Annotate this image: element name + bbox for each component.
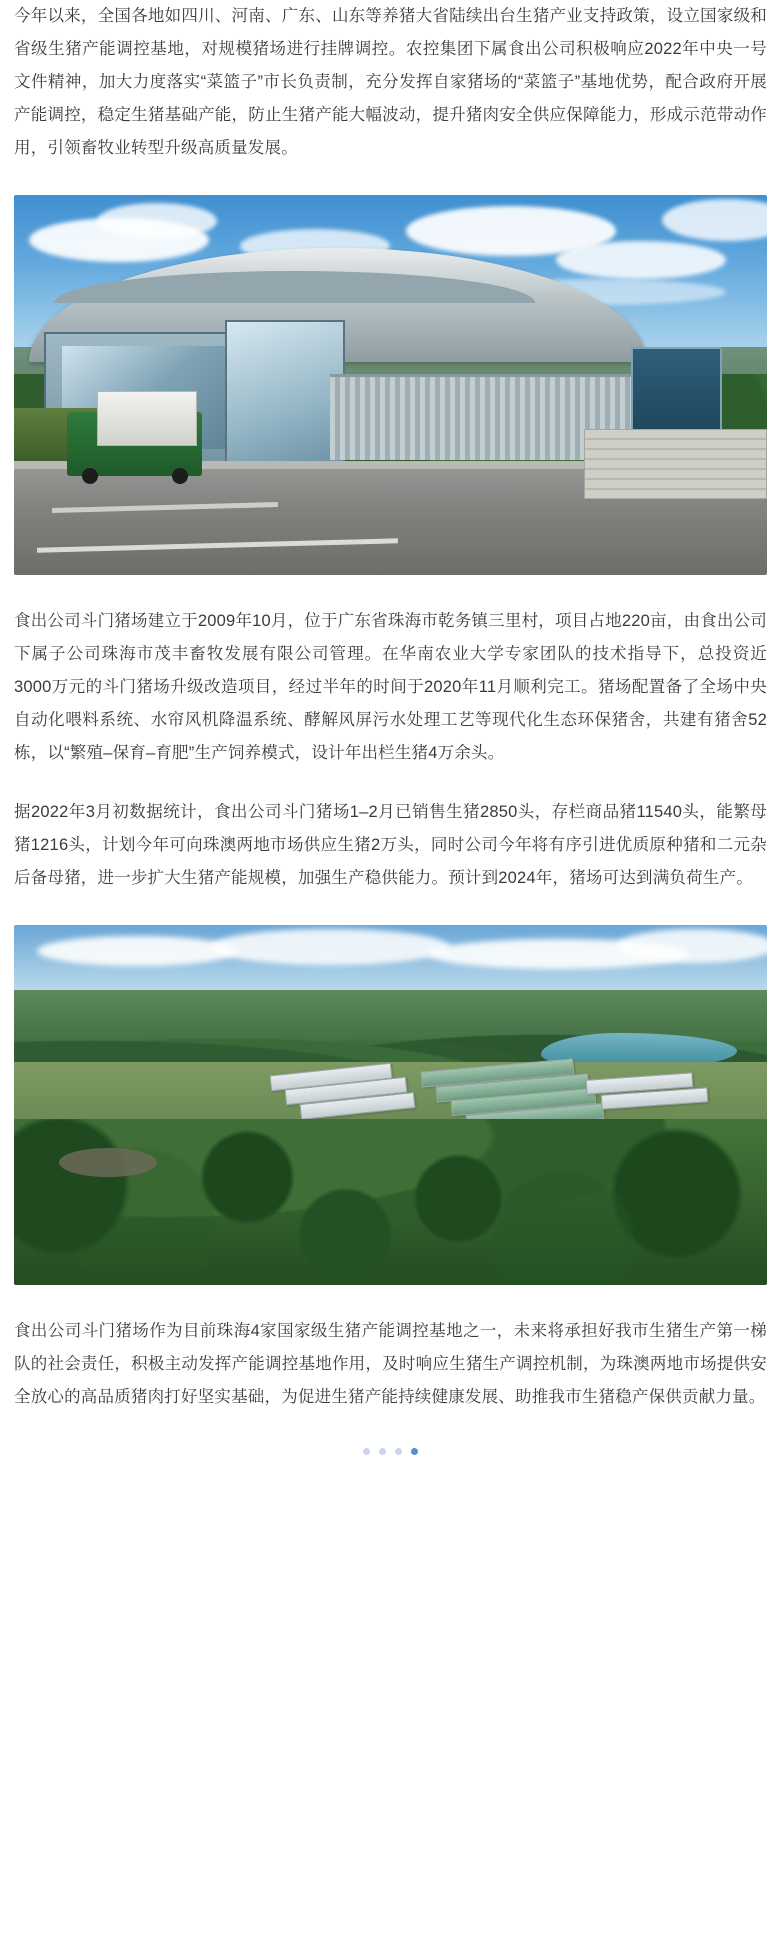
paragraph-3: 据2022年3月初数据统计，食出公司斗门猪场1–2月已销售生猪2850头，存栏商品猪11540头，能繁母猪1216头，计划今年可向珠澳两地市场供应生猪2万头，同时公司今年将有序引进优质原种猪和二元杂后备母猪，进一步扩大生猪产能规模，加强生产稳供能力。预计到2024年，猪场可达到满负荷生产。 [14, 803, 767, 887]
dot-3[interactable] [395, 1448, 402, 1455]
cleared-ground [59, 1148, 157, 1177]
farm-gate-photo-canvas [14, 195, 767, 575]
paragraph-1: 今年以来，全国各地如四川、河南、广东、山东等养猪大省陆续出台生猪产业支持政策，设立国家级和省级生猪产能调控基地，对规模猪场进行挂牌调控。农控集团下属食出公司积极响应2022年中央一号文件精神，加大力度落实“菜篮子”市长负责制，充分发挥自家猪场的“菜篮子”基地优势，配合政府开展产能调控，稳定生猪基础产能，防止生猪产能大幅波动，提升猪肉安全供应保障能力，形成示范带动作用，引领畜牧业转型升级高质量发展。 [14, 7, 767, 157]
farm-aerial-photo [14, 925, 767, 1285]
dot-4[interactable] [411, 1448, 418, 1455]
farm-aerial-photo-canvas [14, 925, 767, 1285]
glass-panel [225, 320, 345, 483]
cart-wheel [82, 468, 98, 484]
pagination-dots[interactable] [0, 1414, 781, 1477]
cargo-box [97, 391, 197, 446]
cart-wheel [172, 468, 188, 484]
cloud-icon [37, 936, 237, 966]
dot-1[interactable] [363, 1448, 370, 1455]
block-wall [584, 429, 767, 499]
cloud-icon [97, 203, 217, 239]
cloud-icon [210, 929, 450, 965]
foreground-trees [14, 1119, 767, 1285]
paragraph-2: 食出公司斗门猪场建立于2009年10月，位于广东省珠海市乾务镇三里村，项目占地220亩，由食出公司下属子公司珠海市茂丰畜牧发展有限公司管理。在华南农业大学专家团队的技术指导下，总投资近3000万元的斗门猪场升级改造项目，经过半年的时间于2020年11月顺利完工。猪场配置备了全场中央自动化喂料系统、水帘风机降温系统、酵解风屏污水处理工艺等现代化生态环保猪舍，共建有猪舍52栋，以“繁殖–保育–育肥”生产饲养模式，设计年出栏生猪4万余头。 [14, 612, 767, 762]
paragraph-4: 食出公司斗门猪场作为目前珠海4家国家级生猪产能调控基地之一，未来将承担好我市生猪生产第一梯队的社会责任，积极主动发挥产能调控基地作用，及时响应生猪生产调控机制，为珠澳两地市场提供安全放心的高品质猪肉打好坚实基础，为促进生猪产能持续健康发展、助推我市生猪稳产保供贡献力量。 [14, 1322, 767, 1406]
cloud-icon [556, 241, 726, 279]
farm-gate-photo [14, 195, 767, 575]
dot-2[interactable] [379, 1448, 386, 1455]
cloud-icon [616, 929, 767, 963]
